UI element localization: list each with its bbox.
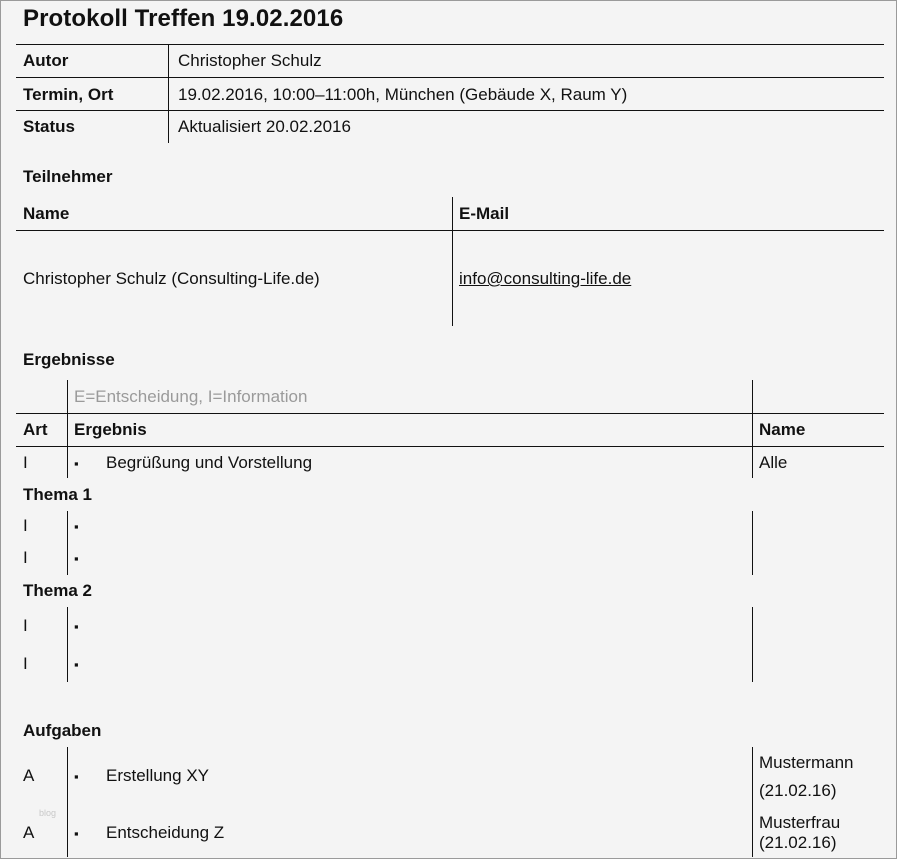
bullet-icon: ▪ xyxy=(74,826,79,841)
task-1-text: Erstellung XY xyxy=(106,766,209,785)
intro-row-text: Begrüßung und Vorstellung xyxy=(106,453,313,472)
meta-top-rule xyxy=(16,44,884,45)
topic-1-col-divider-2 xyxy=(752,511,753,575)
meta-rule-2 xyxy=(16,110,884,111)
bullet-icon: ▪ xyxy=(74,456,79,471)
watermark: blog xyxy=(39,808,57,818)
topic-2-col-divider-1 xyxy=(67,607,68,682)
topic-1-col-divider-1 xyxy=(67,511,68,575)
topic-1-row-1-type: I xyxy=(23,516,28,535)
topic-1-row-2-type: I xyxy=(23,548,28,567)
status-value: Aktualisiert 20.02.2016 xyxy=(178,117,351,136)
participants-name-header: Name xyxy=(23,204,70,223)
participants-column-divider xyxy=(452,197,453,326)
bullet-icon: ▪ xyxy=(74,657,79,672)
results-legend: E=Entscheidung, I=Information xyxy=(74,387,308,406)
bullet-icon: ▪ xyxy=(74,519,79,534)
intro-row-type: I xyxy=(23,453,28,472)
results-heading: Ergebnisse xyxy=(23,350,115,369)
topic-2-row-1-type: I xyxy=(23,616,28,635)
tasks-col-divider-1 xyxy=(67,747,68,857)
meta-column-divider xyxy=(168,44,169,143)
task-2-text: Entscheidung Z xyxy=(106,823,225,842)
date-location-value: 19.02.2016, 10:00–11:00h, München (Gebäude X, Raum Y) xyxy=(178,85,628,104)
results-col-divider-2 xyxy=(752,380,753,478)
participants-heading: Teilnehmer xyxy=(23,167,113,186)
status-label: Status xyxy=(23,117,75,136)
topic-2-heading: Thema 2 xyxy=(23,581,92,600)
task-2-owner: Musterfrau xyxy=(759,813,841,832)
date-location-label: Termin, Ort xyxy=(23,85,114,104)
intro-row-name: Alle xyxy=(759,453,788,472)
task-1-due: (21.02.16) xyxy=(759,781,837,800)
bullet-icon: ▪ xyxy=(74,619,79,634)
tasks-heading: Aufgaben xyxy=(23,721,102,740)
task-2-type: A xyxy=(23,823,35,842)
bullet-icon: ▪ xyxy=(74,551,79,566)
results-rule-1 xyxy=(16,413,884,414)
topic-1-heading: Thema 1 xyxy=(23,485,92,504)
results-col-divider-1 xyxy=(67,380,68,478)
meta-rule-1 xyxy=(16,77,884,78)
results-type-header: Art xyxy=(23,420,48,439)
results-rule-2 xyxy=(16,446,884,447)
topic-2-col-divider-2 xyxy=(752,607,753,682)
participants-header-rule xyxy=(16,230,884,231)
task-2-due: (21.02.16) xyxy=(759,833,837,852)
page-title: Protokoll Treffen 19.02.2016 xyxy=(23,5,344,32)
bullet-icon: ▪ xyxy=(74,769,79,784)
results-result-header: Ergebnis xyxy=(74,420,147,439)
task-1-type: A xyxy=(23,766,35,785)
participant-name: Christopher Schulz (Consulting-Life.de) xyxy=(23,269,320,288)
topic-2-row-2-type: I xyxy=(23,654,28,673)
author-label: Autor xyxy=(23,51,69,70)
author-value: Christopher Schulz xyxy=(178,51,322,70)
participants-email-header: E-Mail xyxy=(459,204,510,223)
participant-email-link[interactable]: info@consulting-life.de xyxy=(459,269,632,288)
results-name-header: Name xyxy=(759,420,806,439)
task-1-owner: Mustermann xyxy=(759,753,854,772)
tasks-col-divider-2 xyxy=(752,747,753,857)
